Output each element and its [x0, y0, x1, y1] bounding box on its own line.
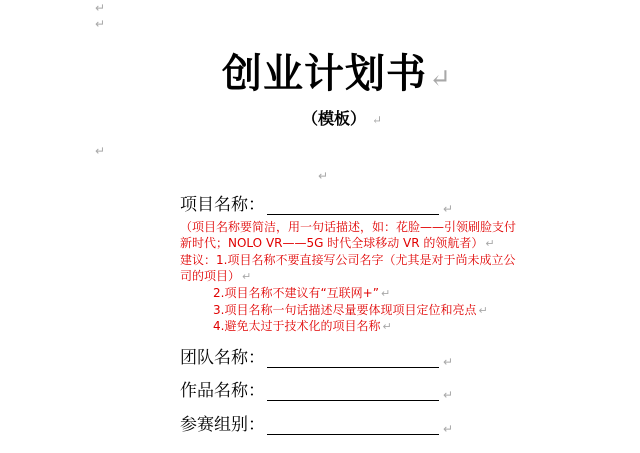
document-title: [222, 42, 452, 99]
paragraph-mark: ↵: [443, 422, 454, 436]
note-list-item: [213, 285, 390, 301]
paragraph-mark: ↵: [429, 64, 452, 94]
paragraph-mark: ↵: [443, 202, 454, 216]
paragraph-mark: ↵: [380, 287, 391, 300]
note-list-item: [213, 318, 392, 334]
field-label: 团队名称：: [180, 348, 265, 368]
note-list-item: [213, 302, 488, 318]
field-team-name[interactable]: [180, 343, 453, 368]
paragraph-mark: ↵: [242, 270, 252, 283]
field-label: 作品名称：: [180, 381, 265, 401]
paragraph-mark: ↵: [485, 237, 495, 250]
document-subtitle: [302, 106, 382, 129]
note-line: [180, 219, 516, 235]
field-label: 项目名称：: [180, 195, 265, 215]
team-name-input[interactable]: [267, 349, 439, 368]
note-line: [180, 268, 251, 284]
note-text: 2.项目名称不建议有“互联网+”: [213, 286, 379, 300]
paragraph-mark: ↵: [95, 144, 106, 158]
field-label: 参赛组别：: [180, 415, 265, 435]
note-text: 司的项目）: [180, 269, 241, 283]
paragraph-mark: ↵: [95, 17, 106, 31]
document-subtitle-text: （模板）: [302, 109, 367, 128]
field-competition-group[interactable]: [180, 410, 453, 435]
paragraph-mark: ↵: [382, 320, 392, 333]
project-name-input[interactable]: [267, 196, 439, 215]
competition-group-input[interactable]: [267, 416, 439, 435]
field-work-name[interactable]: [180, 376, 453, 401]
paragraph-mark: ↵: [318, 169, 329, 183]
paragraph-mark: ↵: [443, 388, 454, 402]
note-text: 新时代；NOLO VR——5G 时代全球移动 VR 的领航者）: [180, 236, 484, 250]
paragraph-mark: ↵: [443, 355, 454, 369]
note-line: [180, 235, 495, 251]
paragraph-mark: ↵: [478, 304, 488, 317]
note-text: （项目名称要简洁，用一句话描述，如：花脸——引领刷脸支付: [180, 220, 517, 234]
note-text: 4.避免太过于技术化的项目名称: [213, 319, 381, 333]
note-line: [180, 252, 515, 268]
note-text: 建议：1.项目名称不要直接写公司名字（尤其是对于尚未成立公: [180, 253, 516, 267]
document-title-text: 创业计划书: [222, 50, 427, 97]
note-text: 3.项目名称一句话描述尽量要体现项目定位和亮点: [213, 303, 477, 317]
paragraph-mark: ↵: [95, 1, 106, 15]
field-project-name[interactable]: [180, 190, 453, 215]
paragraph-mark: ↵: [372, 113, 383, 127]
work-name-input[interactable]: [267, 382, 439, 401]
